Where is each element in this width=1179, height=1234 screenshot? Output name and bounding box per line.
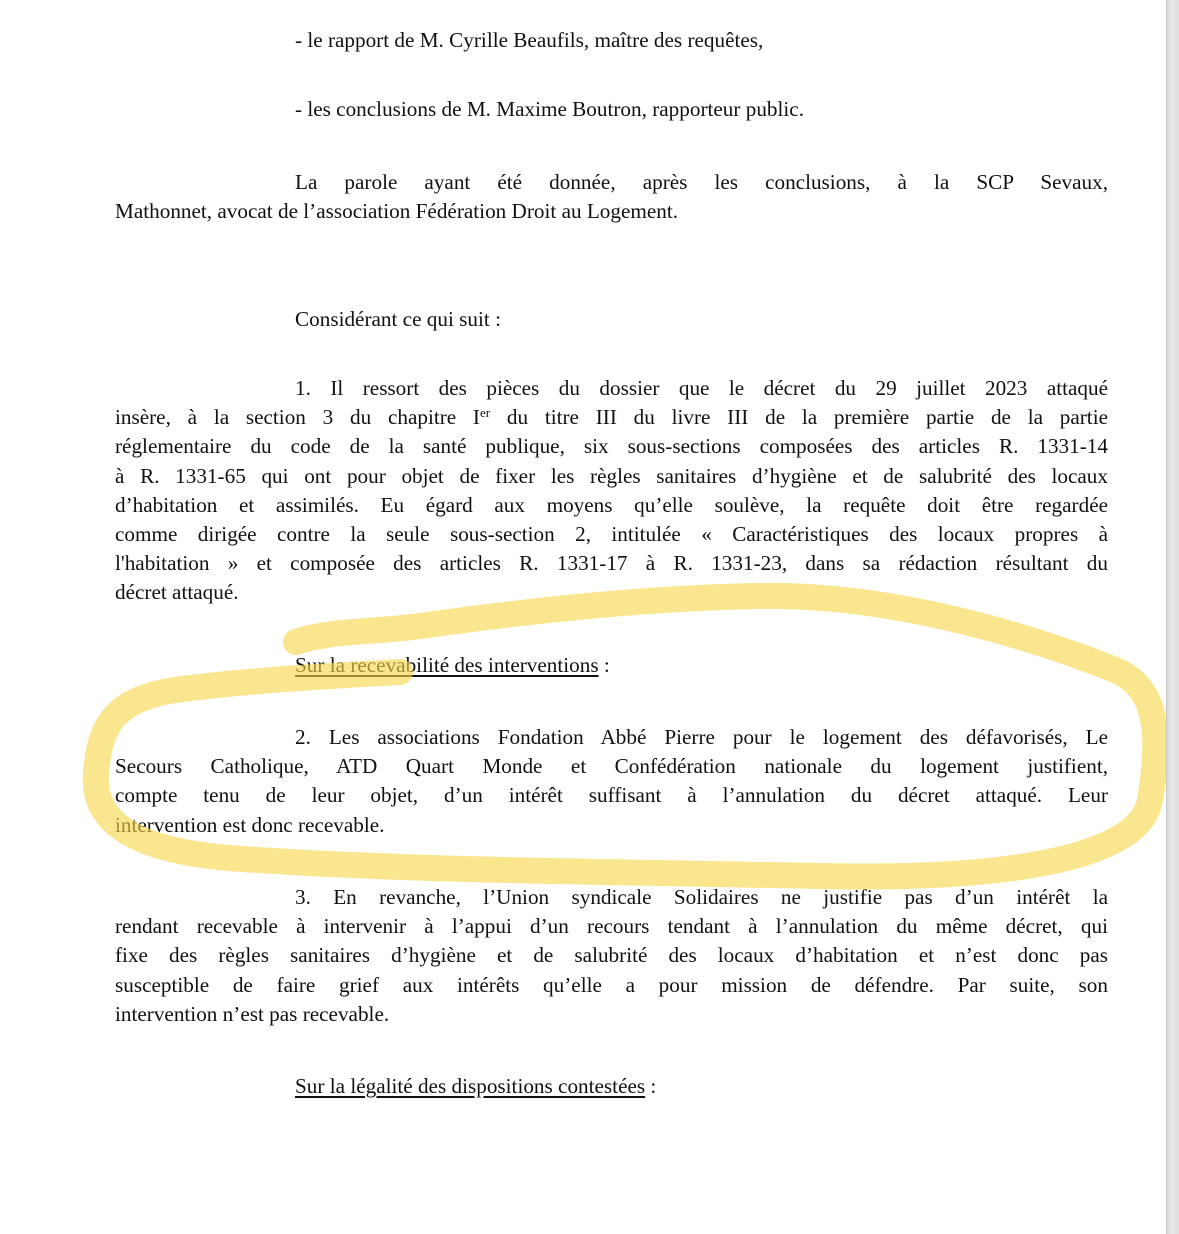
para1-line-8: décret attaqué. [115,580,239,605]
paragraph-3 [115,883,1108,1029]
para1-line-6: comme dirigée contre la seule sous-section 2, intitulée « Caractéristiques des locaux propres à [115,521,1108,546]
para3-line-3: fixe des règles sanitaires d’hygiène et de salubrité des locaux d’habitation et n’est donc pas [115,943,1108,968]
heading-legalite-suffix: : [645,1074,657,1098]
parole-line-2: Mathonnet, avocat de l’association Fédération Droit au Logement. [115,199,679,224]
considerant-line: Considérant ce qui suit : [295,307,501,331]
para2-line-4: intervention est donc recevable. [115,812,385,837]
para2-line-3: compte tenu de leur objet, d’un intérêt suffisant à l’annulation du décret attaqué. Leur [115,783,1108,808]
paragraph-1 [115,374,1108,608]
para1-line-2 [115,403,1108,432]
page-edge-scroll-gutter [1166,0,1179,1234]
para1-line-2a: insère, à la section 3 du chapitre I [115,405,480,430]
para1-line-1: 1. Il ressort des pièces du dossier que le décret du 29 juillet 2023 attaqué [295,376,1108,400]
para1-line-5: d’habitation et assimilés. Eu égard aux moyens qu’elle soulève, la requête doit être regardée [115,492,1108,517]
para1-line-3: réglementaire du code de la santé publique, six sous-sections composées des articles R. 1331-14 [115,434,1108,459]
para1-line-4: à R. 1331-65 qui ont pour objet de fixer les règles sanitaires d’hygiène et de salubrité des locaux [115,463,1108,488]
paragraph-2 [115,723,1108,840]
para1-line-2b: du titre III du livre III de la première partie de la partie [490,405,1108,430]
rapport-line: - le rapport de M. Cyrille Beaufils, maître des requêtes, [295,28,764,52]
heading-recevabilite-text: Sur la recevabilité des interventions [295,653,599,677]
superscript-er: er [480,405,491,421]
para2-line-1: 2. Les associations Fondation Abbé Pierre pour le logement des défavorisés, Le [295,725,1108,749]
parole-line-1: La parole ayant été donnée, après les conclusions, à la SCP Sevaux, [295,170,1108,194]
para1-line-7: l'habitation » et composée des articles R. 1331-17 à R. 1331-23, dans sa rédaction résultant du [115,551,1108,576]
heading-recevabilite-suffix: : [598,653,610,677]
para3-line-4: susceptible de faire grief aux intérêts qu’elle a pour mission de défendre. Par suite, son [115,972,1108,997]
para3-line-5: intervention n’est pas recevable. [115,1001,390,1026]
para3-line-2: rendant recevable à intervenir à l’appui d’un recours tendant à l’annulation du même décret, qui [115,914,1108,939]
para2-line-2: Secours Catholique, ATD Quart Monde et Confédération nationale du logement justifient, [115,754,1108,779]
conclusions-line: - les conclusions de M. Maxime Boutron, rapporteur public. [295,97,804,121]
heading-legalite [295,1072,1108,1101]
parole-paragraph [115,168,1108,226]
heading-legalite-text: Sur la légalité des dispositions contestées [295,1074,646,1098]
para3-line-1: 3. En revanche, l’Union syndicale Solidaires ne justifie pas d’un intérêt la [295,885,1108,909]
heading-recevabilite [295,651,1108,680]
